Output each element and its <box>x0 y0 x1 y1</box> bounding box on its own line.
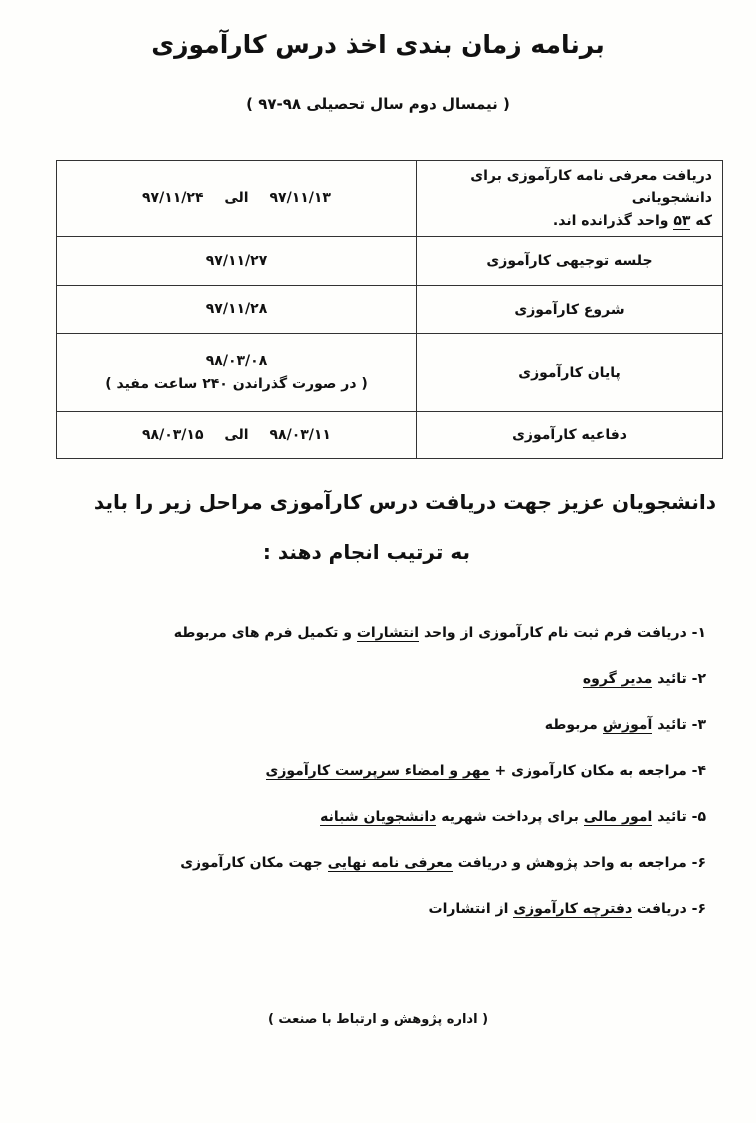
step-text: مربوطه <box>544 717 598 733</box>
step-emphasis: امور مالی <box>583 809 653 825</box>
step-text: از انتشارات <box>428 901 509 917</box>
date-from: ۹۷/۱۱/۱۳ <box>269 190 331 207</box>
instructions-subheading: به ترتیب انجام دهند : <box>262 540 470 564</box>
list-item <box>66 702 706 748</box>
list-item <box>66 886 706 932</box>
step-text: تائید <box>657 717 687 733</box>
step-number: ۴- <box>691 763 706 779</box>
date-to: ۹۷/۱۱/۲۴ <box>142 190 204 207</box>
steps-list <box>66 610 706 932</box>
schedule-label: دفاعیه کارآموزی <box>417 412 723 459</box>
step-text: دریافت فرم ثبت نام کارآموزی از واحد <box>423 625 687 641</box>
step-text: برای پرداخت شهریه <box>441 809 579 825</box>
step-number: ۶- <box>691 855 706 871</box>
schedule-date <box>57 334 417 412</box>
schedule-label-line: دریافت معرفی نامه کارآموزی برای دانشجویانی <box>470 168 712 207</box>
schedule-label-line <box>425 210 712 232</box>
table-row <box>57 237 723 286</box>
date-note: ( در صورت گذراندن ۲۴۰ ساعت مفید ) <box>105 375 368 392</box>
schedule-label <box>417 161 723 237</box>
date-separator: الی <box>224 190 249 207</box>
label-text: که <box>695 212 712 229</box>
step-number: ۵- <box>691 809 706 825</box>
schedule-label: پایان کارآموزی <box>417 334 723 412</box>
step-number: ۳- <box>691 717 706 733</box>
step-emphasis: معرفی نامه نهایی <box>327 855 453 871</box>
list-item <box>66 748 706 794</box>
step-emphasis: مهر و امضاء سرپرست کارآموزی <box>265 763 490 779</box>
schedule-label: شروع کارآموزی <box>417 286 723 334</box>
schedule-table <box>56 160 723 459</box>
step-emphasis: دانشجویان شبانه <box>320 809 437 825</box>
schedule-date: ۹۷/۱۱/۲۷ <box>57 237 417 286</box>
table-row <box>57 334 723 412</box>
schedule-date <box>57 161 417 237</box>
step-number: ۱- <box>691 625 706 641</box>
page-footer: ( اداره پژوهش و ارتباط با صنعت ) <box>267 1012 489 1027</box>
step-number: ۶- <box>691 901 706 917</box>
credit-count: ۵۳ <box>673 212 691 229</box>
page-title: برنامه زمان بندی اخذ درس کارآموزی <box>151 30 605 59</box>
date-to: ۹۸/۰۳/۱۵ <box>142 426 204 443</box>
step-text: مراجعه به مکان کارآموزی + <box>494 763 687 779</box>
date-separator: الی <box>224 426 249 443</box>
date-value: ۹۸/۰۳/۰۸ <box>205 353 268 370</box>
schedule-date <box>57 412 417 459</box>
step-text: مراجعه به واحد پژوهش و دریافت <box>457 855 687 871</box>
date-from: ۹۸/۰۳/۱۱ <box>269 426 331 443</box>
instructions-heading: دانشجویان عزیز جهت دریافت درس کارآموزی مراحل زیر را باید <box>93 490 716 514</box>
label-text: واحد گذرانده اند. <box>552 212 669 229</box>
step-emphasis: دفترچه کارآموزی <box>513 901 633 917</box>
page-subtitle: ( نیمسال دوم سال تحصیلی ۹۸-۹۷ ) <box>246 95 510 113</box>
step-text: تائید <box>657 671 687 687</box>
step-text: و تکمیل فرم های مربوطه <box>173 625 352 641</box>
schedule-date: ۹۷/۱۱/۲۸ <box>57 286 417 334</box>
table-row <box>57 161 723 237</box>
step-text: دریافت <box>637 901 687 917</box>
step-number: ۲- <box>691 671 706 687</box>
list-item <box>66 794 706 840</box>
step-text: تائید <box>657 809 687 825</box>
table-row <box>57 286 723 334</box>
step-text: جهت مکان کارآموزی <box>180 855 323 871</box>
list-item <box>66 610 706 656</box>
list-item <box>66 656 706 702</box>
table-row <box>57 412 723 459</box>
step-emphasis: انتشارات <box>356 625 420 641</box>
schedule-label: جلسه توجیهی کارآموزی <box>417 237 723 286</box>
step-emphasis: آموزش <box>602 717 653 733</box>
step-emphasis: مدیر گروه <box>582 671 653 687</box>
list-item <box>66 840 706 886</box>
